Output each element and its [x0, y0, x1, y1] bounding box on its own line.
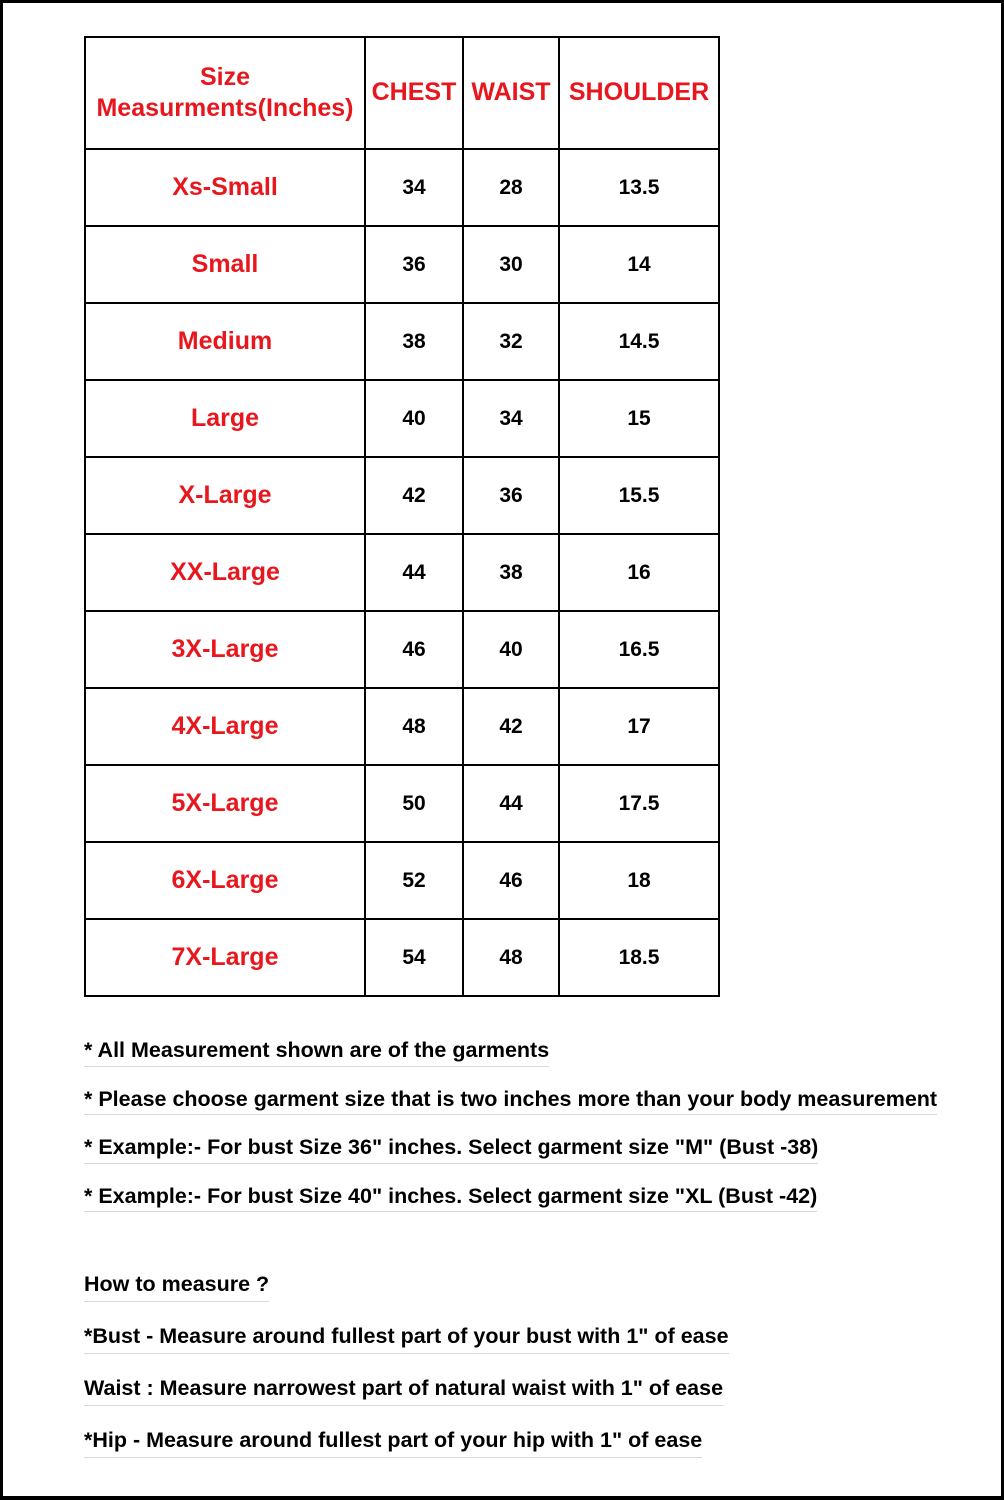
table-row [85, 919, 719, 996]
how-to-measure-row [84, 1376, 964, 1428]
how-to-measure-section [84, 1272, 964, 1480]
table-row [85, 534, 719, 611]
how-to-measure-text: Waist : Measure narrowest part of natural waist with 1" of ease [84, 1376, 723, 1406]
table-row [85, 765, 719, 842]
table-row [85, 149, 719, 226]
page-border-left [0, 0, 3, 1500]
note-row [84, 1183, 964, 1235]
how-to-measure-title: How to measure ? [84, 1272, 269, 1302]
note-text: * Please choose garment size that is two inches more than your body measurement [84, 1089, 937, 1116]
page-border-bottom [0, 1496, 1004, 1500]
table-row [85, 611, 719, 688]
cell-size: 6X-Large [85, 842, 365, 919]
column-header-size-line1: Size [199, 62, 251, 91]
cell-size: X-Large [85, 457, 365, 534]
cell-waist: 40 [463, 611, 559, 688]
cell-shoulder: 16 [559, 534, 719, 611]
notes-section [84, 1040, 964, 1234]
cell-chest: 44 [365, 534, 463, 611]
table-row [85, 457, 719, 534]
cell-waist: 34 [463, 380, 559, 457]
note-row [84, 1137, 964, 1186]
cell-waist: 44 [463, 765, 559, 842]
cell-chest: 34 [365, 149, 463, 226]
cell-chest: 46 [365, 611, 463, 688]
cell-size: 5X-Large [85, 765, 365, 842]
table-row [85, 380, 719, 457]
cell-shoulder: 17 [559, 688, 719, 765]
cell-size: Small [85, 226, 365, 303]
table-row [85, 303, 719, 380]
cell-size: Medium [85, 303, 365, 380]
note-row [84, 1040, 964, 1089]
cell-chest: 50 [365, 765, 463, 842]
cell-shoulder: 17.5 [559, 765, 719, 842]
cell-shoulder: 16.5 [559, 611, 719, 688]
cell-shoulder: 15.5 [559, 457, 719, 534]
table-body [85, 149, 719, 996]
cell-waist: 30 [463, 226, 559, 303]
table-row [85, 688, 719, 765]
how-to-measure-text: *Bust - Measure around fullest part of your bust with 1" of ease [84, 1324, 729, 1354]
size-measurements-table [84, 36, 720, 997]
cell-chest: 48 [365, 688, 463, 765]
note-text: * Example:- For bust Size 40" inches. Select garment size "XL (Bust -42) [84, 1186, 817, 1213]
cell-size: Large [85, 380, 365, 457]
cell-size: 7X-Large [85, 919, 365, 996]
table-header-row [85, 37, 719, 149]
cell-size: XX-Large [85, 534, 365, 611]
how-to-measure-row [84, 1428, 964, 1480]
how-to-measure-title-row [84, 1272, 964, 1324]
cell-shoulder: 18.5 [559, 919, 719, 996]
cell-size: 4X-Large [85, 688, 365, 765]
cell-waist: 38 [463, 534, 559, 611]
note-text: * Example:- For bust Size 36" inches. Select garment size "M" (Bust -38) [84, 1137, 818, 1164]
cell-waist: 42 [463, 688, 559, 765]
cell-shoulder: 18 [559, 842, 719, 919]
cell-chest: 52 [365, 842, 463, 919]
how-to-measure-row [84, 1324, 964, 1376]
cell-size: 3X-Large [85, 611, 365, 688]
cell-chest: 36 [365, 226, 463, 303]
table-row [85, 842, 719, 919]
page-border-top [0, 0, 1004, 3]
column-header-size-line2: Measurments(Inches) [96, 94, 354, 122]
column-header-size [85, 37, 365, 149]
cell-chest: 42 [365, 457, 463, 534]
note-text: * All Measurement shown are of the garments [84, 1040, 549, 1067]
column-header-waist: WAIST [463, 37, 559, 149]
cell-chest: 38 [365, 303, 463, 380]
column-header-shoulder: SHOULDER [559, 37, 719, 149]
cell-shoulder: 14 [559, 226, 719, 303]
cell-waist: 32 [463, 303, 559, 380]
cell-shoulder: 15 [559, 380, 719, 457]
column-header-chest: CHEST [365, 37, 463, 149]
cell-shoulder: 14.5 [559, 303, 719, 380]
cell-waist: 28 [463, 149, 559, 226]
cell-chest: 54 [365, 919, 463, 996]
cell-waist: 36 [463, 457, 559, 534]
cell-size: Xs-Small [85, 149, 365, 226]
note-row [84, 1086, 964, 1138]
how-to-measure-text: *Hip - Measure around fullest part of your hip with 1" of ease [84, 1428, 702, 1458]
table-row [85, 226, 719, 303]
table-header [85, 37, 719, 149]
cell-shoulder: 13.5 [559, 149, 719, 226]
cell-chest: 40 [365, 380, 463, 457]
cell-waist: 46 [463, 842, 559, 919]
cell-waist: 48 [463, 919, 559, 996]
